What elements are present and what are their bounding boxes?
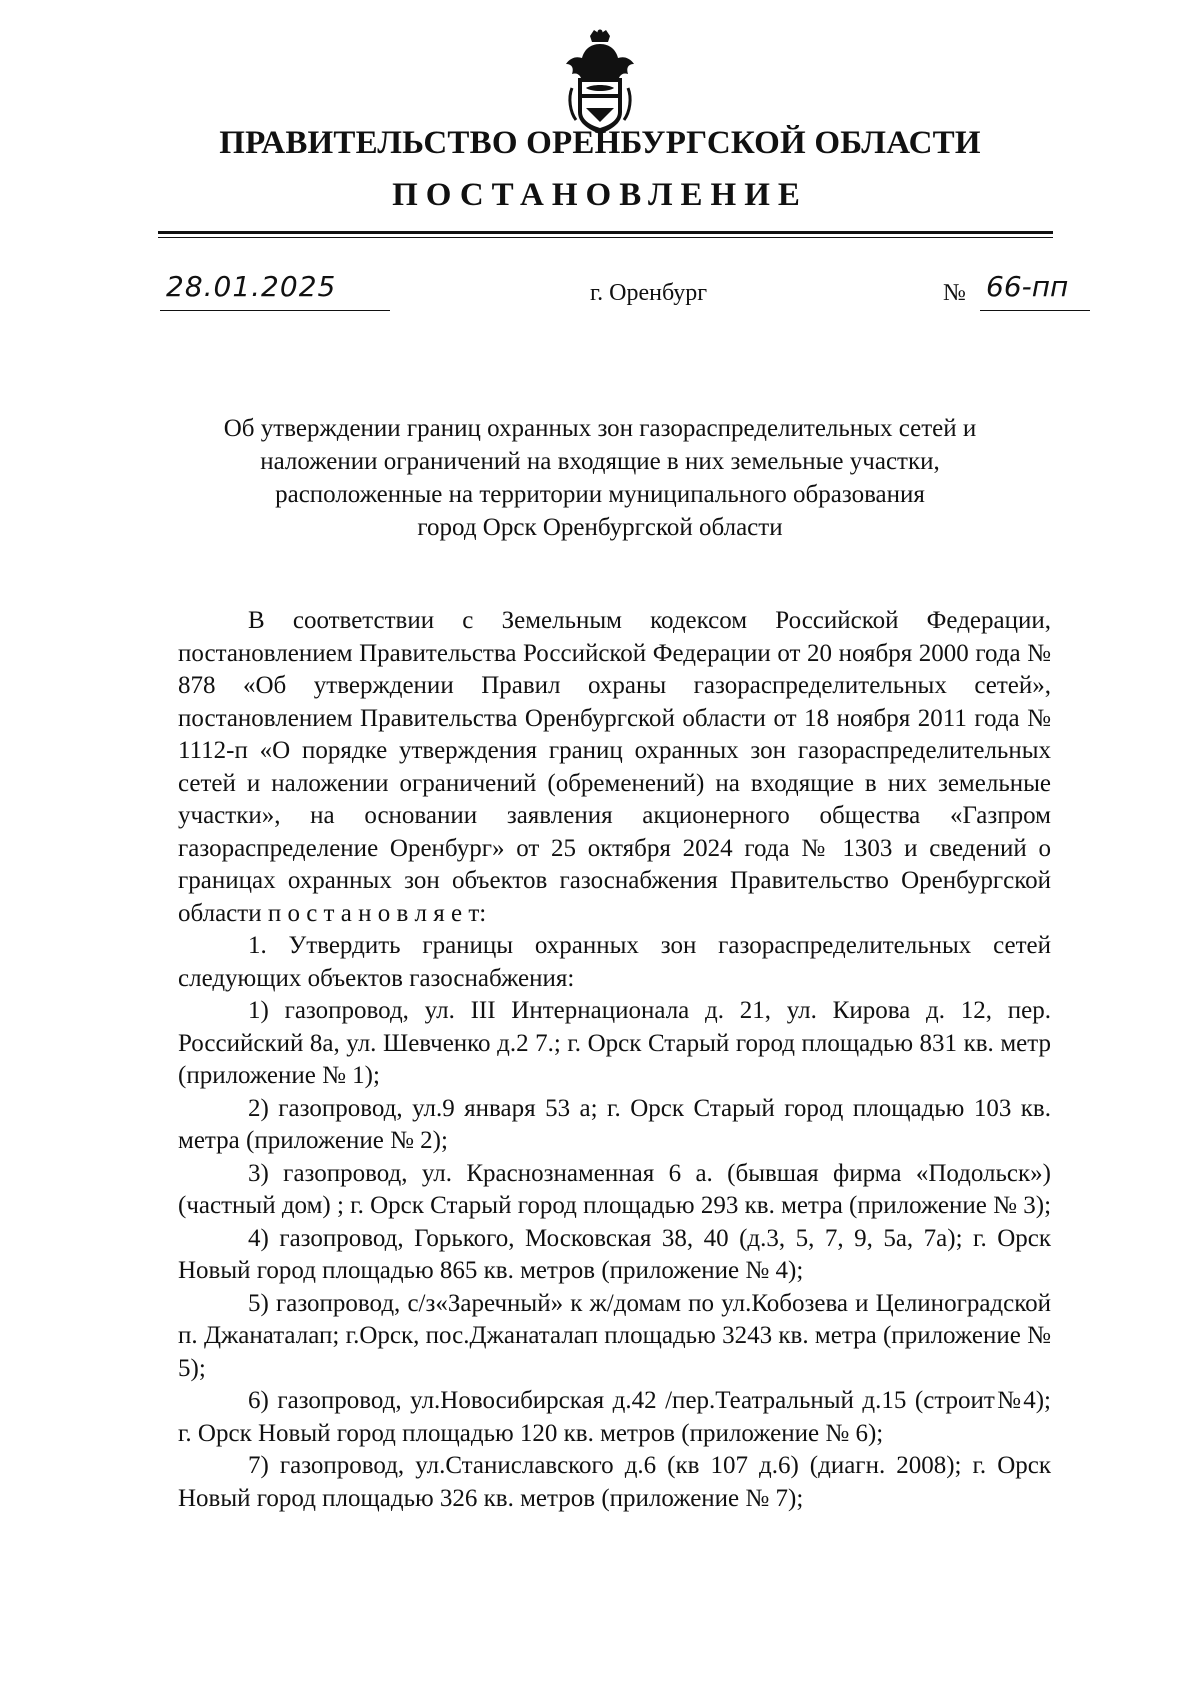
number-field: [980, 270, 1090, 311]
number-label: №: [943, 280, 966, 306]
handwritten-date: 28.01.2025: [166, 270, 337, 303]
item-1-paragraph: 1. Утвердить границы охранных зон газораспределительных сетей следующих объектов газоснабжения:: [178, 932, 1051, 992]
header-divider-thick: [158, 231, 1053, 234]
subject-line: Об утверждении границ охранных зон газораспределительных сетей и: [223, 415, 977, 442]
coat-of-arms-icon: [560, 28, 640, 136]
subitem-paragraph: 2) газопровод, ул.9 января 53 а; г. Орск Старый город площадью 103 кв. метра (приложение № 2);: [178, 1094, 1051, 1154]
government-title: ПРАВИТЕЛЬСТВО ОРЕНБУРГСКОЙ ОБЛАСТИ: [219, 125, 981, 161]
city-label: г. Оренбург: [590, 280, 708, 306]
subitem-paragraph: 4) газопровод, Горького, Московская 38, 40 (д.3, 5, 7, 9, 5а, 7а); г. Орск Новый город площадью 865 кв. метров (приложение № 4);: [178, 1224, 1051, 1284]
subitem-paragraph: 7) газопровод, ул.Станиславского д.6 (кв 107 д.6) (диагн. 2008); г. Орск Новый город площадью 326 кв. метров (приложение № 7);: [178, 1452, 1051, 1512]
subject-line: наложении ограничений на входящие в них земельные участки,: [260, 448, 940, 475]
document-kind-title: ПОСТАНОВЛЕНИЕ: [392, 177, 808, 213]
subitem-paragraph: 1) газопровод, ул. III Интернационала д. 21, ул. Кирова д. 12, пер. Российский 8а, ул. Шевченко д.2 7.; г. Орск Старый город площадью 831 кв. метр (приложение № 1);: [178, 997, 1051, 1089]
subitem-paragraph: 5) газопровод, с/з«Заречный» к ж/домам по ул.Кобозева и Целиноградской п. Джанаталап; г.Орск, пос.Джанаталап площадью 3243 кв. метра (приложение № 5);: [178, 1289, 1051, 1382]
document-body: [178, 605, 1051, 1515]
subject-line: расположенные на территории муниципального образования: [275, 481, 925, 508]
handwritten-number: 66-пп: [986, 270, 1069, 303]
header-divider-thin: [158, 237, 1053, 238]
subject-line: город Орск Оренбургской области: [417, 514, 783, 541]
date-field: [160, 270, 390, 311]
preamble-paragraph: В соответствии с Земельным кодексом Российской Федерации, постановлением Правительства Российской Федерации от 20 ноября 2000 года № 878 «Об утверждении Правил охраны газораспределительных сетей», постановлением Правительства Оренбургской области от 18 ноября 2011 года № 1112-п «О порядке утверждения границ охранных зон газораспределительных сетей и наложении ограничений (обременений) на входящие в них земельные участки», на основании заявления акционерного общества «Газпром газораспределение Оренбург» от 25 октября 2024 года № 1303 и сведений о границах охранных зон объектов газоснабжения Правительство Оренбургской области п о с т а н о в л я е т:: [178, 607, 1051, 927]
subitem-paragraph: 6) газопровод, ул.Новосибирская д.42 /пер.Театральный д.15 (строит№4); г. Орск Новый город площадью 120 кв. метров (приложение № 6);: [178, 1387, 1051, 1447]
subitem-paragraph: 3) газопровод, ул. Краснознаменная 6 а. (бывшая фирма «Подольск») (частный дом) ; г. Орск Старый город площадью 293 кв. метра (приложение № 3);: [178, 1159, 1052, 1219]
document-subject: [150, 412, 1050, 544]
